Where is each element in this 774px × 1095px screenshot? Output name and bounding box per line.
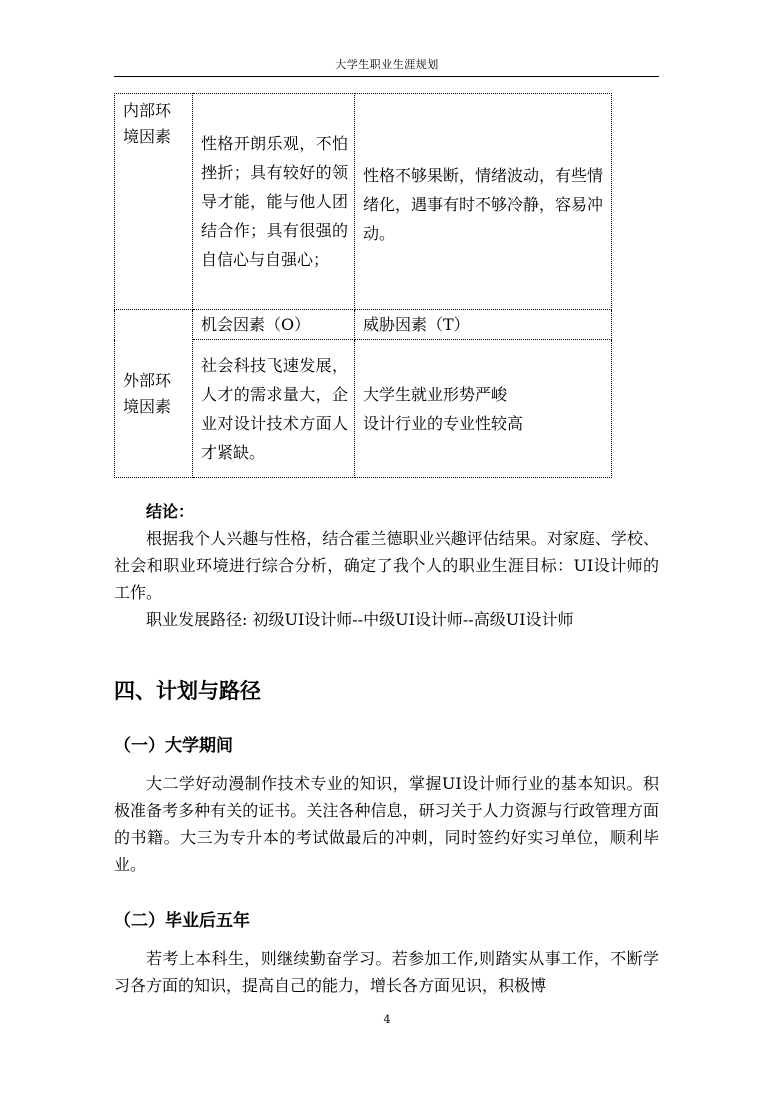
subsection-1-title: （一）大学期间 [114,736,233,756]
section-title: 四、计划与路径 [114,679,261,703]
swot-table [114,93,612,478]
conclusion-heading: 结论： [146,502,195,521]
page-number: 4 [383,1013,391,1026]
subsection-1-text: 大二学好动漫制作技术专业的知识，掌握UI设计师行业的基本知识。积极准备考多种有关的证书。关注各种信息，研习关于人力资源与行政管理方面的书籍。大三为专升本的考试做最后的冲刺，同时签约好实习单位，顺利毕业。 [114,774,659,874]
subsection-2-title: （二）毕业后五年 [114,911,250,931]
subsection-2-text: 若考上本科生，则继续勤奋学习。若参加工作,则踏实从事工作，不断学习各方面的知识，提高自己的能力，增长各方面见识，积极博 [114,949,659,995]
strengths-cell: 性格开朗乐观，不怕挫折；具有较好的领导才能，能与他人团结合作；具有很强的自信心与自强心； [193,94,355,310]
external-label: 外部环境因素 [115,310,193,478]
external-header-row [115,310,612,340]
threats-line-2: 设计行业的专业性较高 [363,413,524,433]
internal-label: 内部环境因素 [115,94,193,310]
internal-row [115,94,612,310]
subsection-1-body [114,770,659,878]
conclusion-paragraph: 根据我个人兴趣与性格，结合霍兰德职业兴趣评估结果。对家庭、学校、社会和职业环境进行综合分析，确定了我个人的职业生涯目标：UI设计师的工作。 [114,529,659,602]
threats-cell [355,340,612,478]
page-header: 大学生职业生涯规划 [335,58,439,71]
career-path: 职业发展路径: 初级UI设计师--中级UI设计师--高级UI设计师 [146,610,574,629]
threats-line-1: 大学生就业形势严峻 [363,384,508,404]
subsection-2-body [114,945,659,999]
threats-header: 威胁因素（T） [355,310,612,340]
header-rule [114,76,659,77]
opportunities-cell: 社会科技飞速发展，人才的需求量大，企业对设计技术方面人才紧缺。 [193,340,355,478]
weaknesses-cell: 性格不够果断，情绪波动，有些情绪化，遇事有时不够冷静，容易冲动。 [355,94,612,310]
conclusion-block [114,498,659,633]
opportunities-header: 机会因素（O） [193,310,355,340]
